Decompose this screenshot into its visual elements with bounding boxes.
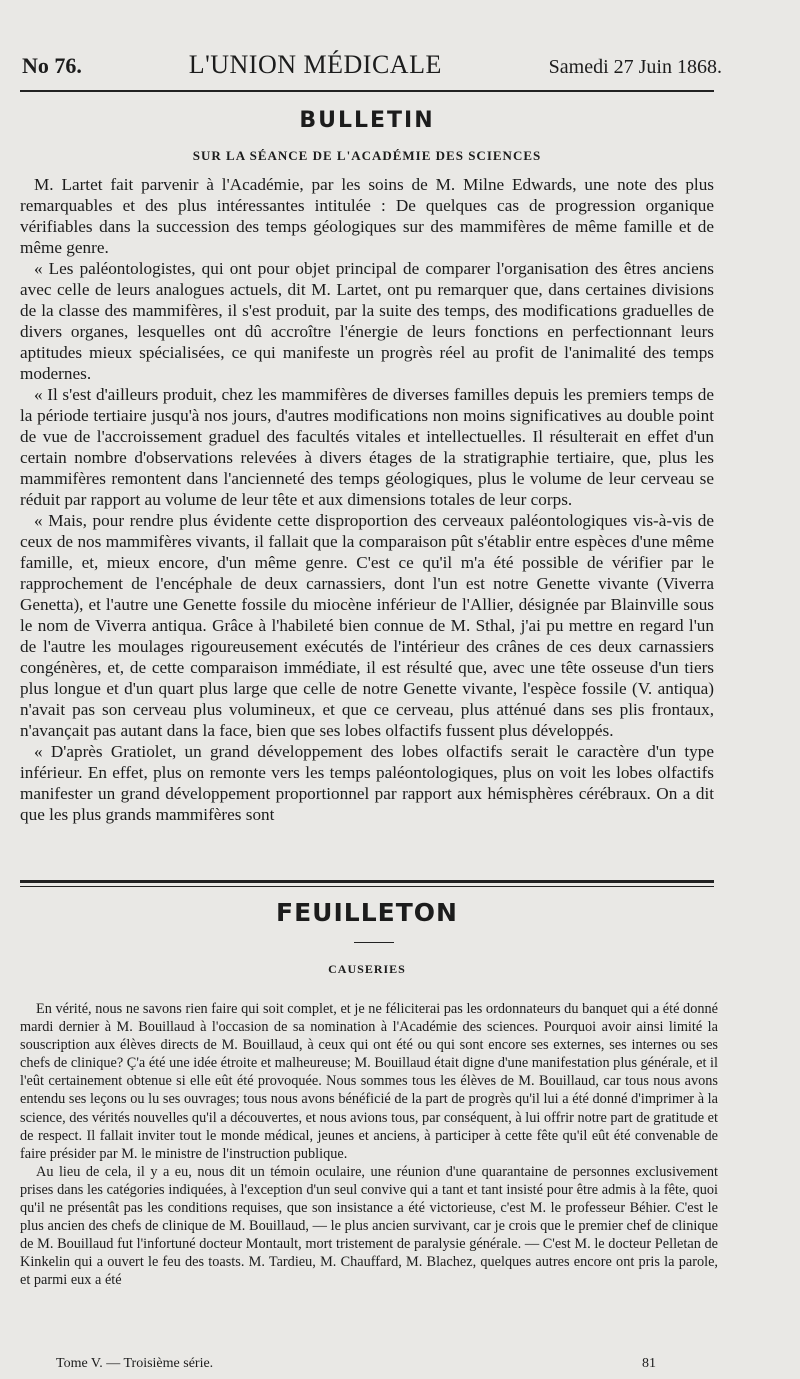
paragraph: « Mais, pour rendre plus évidente cette disproportion des cerveaux paléontologiques vis-à-vis de ceux de nos mammifères vivants, il fallait que la comparaison pût s'établir entre espèces d'une même famille, et, mieux encore, d'un même genre. C'est ce qu'il m'a été possible de vérifier par le rapprochement de l'encéphale de deux carnassiers, dont l'un est notre Genette vivante (Viverra Genetta), et l'autre une Genette fossile du miocène inférieur de l'Allier, désignée par Blainville sous le nom de Viverra antiqua. Grâce à l'habileté bien connue de M. Sthal, j'ai pu mettre en regard l'un de l'autre les moulages rigoureusement exécutés de l'intérieur des crânes de ces deux carnassiers congénères, et, de cette comparaison immédiate, il est résulté que, avec une tête osseuse d'un tiers plus longue et d'un quart plus large que celle de notre Genette vivante, l'espèce fossile (V. antiqua) n'avait pas son cerveau plus volumineux, et que ce cerveau, plus atténué dans ses plis frontaux, n'avançait pas autant dans la face, bien que ses lobes olfactifs fussent plus développés. — [20, 511, 714, 740]
feuilleton-rule-top — [20, 880, 714, 883]
masthead-rule — [20, 90, 714, 92]
volume-label: Tome V. — Troisième série. — [56, 1356, 214, 1371]
feuilleton-text — [20, 1000, 718, 1290]
paragraph: « Il s'est d'ailleurs produit, chez les mammifères de diverses familles depuis les premiers temps de la période tertiaire jusqu'à nos jours, d'autres modifications non moins significatives au double point de vue de l'accroissement graduel des facultés vitales et intellectuelles. Il résulterait en effet d'un certain nombre d'observations relevées à divers étages de la stratigraphie tertiaire, que, plus les mammifères remontent dans l'ancienneté des temps géologiques, plus le volume de leur cerveau se réduit par rapport au volume de leur tête et aux dimensions totales de leur corps. — [20, 385, 714, 509]
paragraph: « Les paléontologistes, qui ont pour objet principal de comparer l'organisation des êtres anciens avec celle de leurs analogues actuels, dit M. Lartet, ont pu remarquer que, dans certaines divisions de la classe des mammifères, il s'est produit, par la suite des temps, des modifications graduelles de divers organes, lesquelles ont dû accroître l'énergie de leurs fonctions en perfectionnant leurs aptitudes mieux spécialisées, ce qui manifeste un progrès réel au profit de l'animalité des temps modernes. — [20, 259, 714, 383]
feuilleton-title: FEUILLETON — [276, 898, 458, 927]
paragraph: En vérité, nous ne savons rien faire qui soit complet, et je ne féliciterai pas les ordonnateurs du banquet qui a été donné mardi dernier à M. Bouillaud à l'occasion de sa nomination à l'Académie des sciences. Pourquoi avoir ainsi limité la souscription aux élèves directs de M. Bouillaud, à ceux qui ont été ou qui sont encore ses externes, ses internes ou ses chefs de clinique? Ç'a été une idée étroite et malheureuse; M. Bouillaud était digne d'une manifestation plus générale, et il l'eût certainement obtenue si elle eût été provoquée. Nous sommes tous les élèves de M. Bouillaud, car tous nous avons entendu ses leçons ou lu ses ouvrages; tous nous avons bénéficié de la part de progrès qu'il lui a été donné d'imprimer à la science, des vérités nouvelles qu'il a découvertes, et nous avions tous, par conséquent, à lui offrir notre part de gratitude et de respect. Il fallait inviter tout le monde médical, jeunes et anciens, à participer à cette fête qu'il eût été convenable de faire présider par M. le ministre de l'instruction publique. — [20, 1001, 718, 1162]
masthead — [22, 50, 722, 80]
bulletin-subtitle: SUR LA SÉANCE DE L'ACADÉMIE DES SCIENCES — [192, 148, 542, 163]
title-dash — [354, 942, 394, 943]
issue-date: Samedi 27 Juin 1868. — [548, 56, 722, 78]
page-footer — [56, 1356, 656, 1372]
bulletin-text — [20, 174, 714, 825]
bulletin-title: BULLETIN — [299, 108, 435, 133]
paragraph: M. Lartet fait parvenir à l'Académie, par les soins de M. Milne Edwards, une note des plus remarquables et des plus intéressantes intitulée : De quelques cas de progression organique vérifiables dans la succession des temps géologiques sur des mammifères de même famille et de même genre. — [20, 175, 714, 257]
paragraph: « D'après Gratiolet, un grand développement des lobes olfactifs serait le caractère d'un type inférieur. En effet, plus on remonte vers les temps paléontologiques, plus on voit les lobes olfactifs manifester un grand développement proportionnel par rapport aux hémisphères cérébraux. On a dit que les plus grands mammifères sont — [20, 742, 714, 824]
issue-number: No 76. — [22, 53, 82, 78]
paragraph: Au lieu de cela, il y a eu, nous dit un témoin oculaire, une réunion d'une quarantaine de personnes exclusivement prises dans les catégories indiquées, à l'exception d'un seul convive qui a tant et tant insisté pour être admis à la fête, quoi qu'il ne présentât pas les conditions requises, que son insistance a été victorieuse, c'est M. le professeur Béhier. C'est le plus ancien des chefs de clinique de M. Bouillaud, — le plus ancien survivant, car je crois que le premier chef de clinique de M. Bouillaud fut l'infortuné docteur Montault, mort tristement de paralysie générale. — C'est M. le docteur Pelletan de Kinkelin qui a ouvert le feu des toasts. M. Tardieu, M. Chauffard, M. Blachez, quelques autres encore ont pris la parole, et parmi eux a été — [20, 1163, 718, 1289]
journal-title: L'UNION MÉDICALE — [188, 50, 442, 79]
page-number: 81 — [642, 1356, 656, 1371]
feuilleton-rule-bottom — [20, 886, 714, 887]
feuilleton-subtitle: CAUSERIES — [328, 962, 406, 976]
